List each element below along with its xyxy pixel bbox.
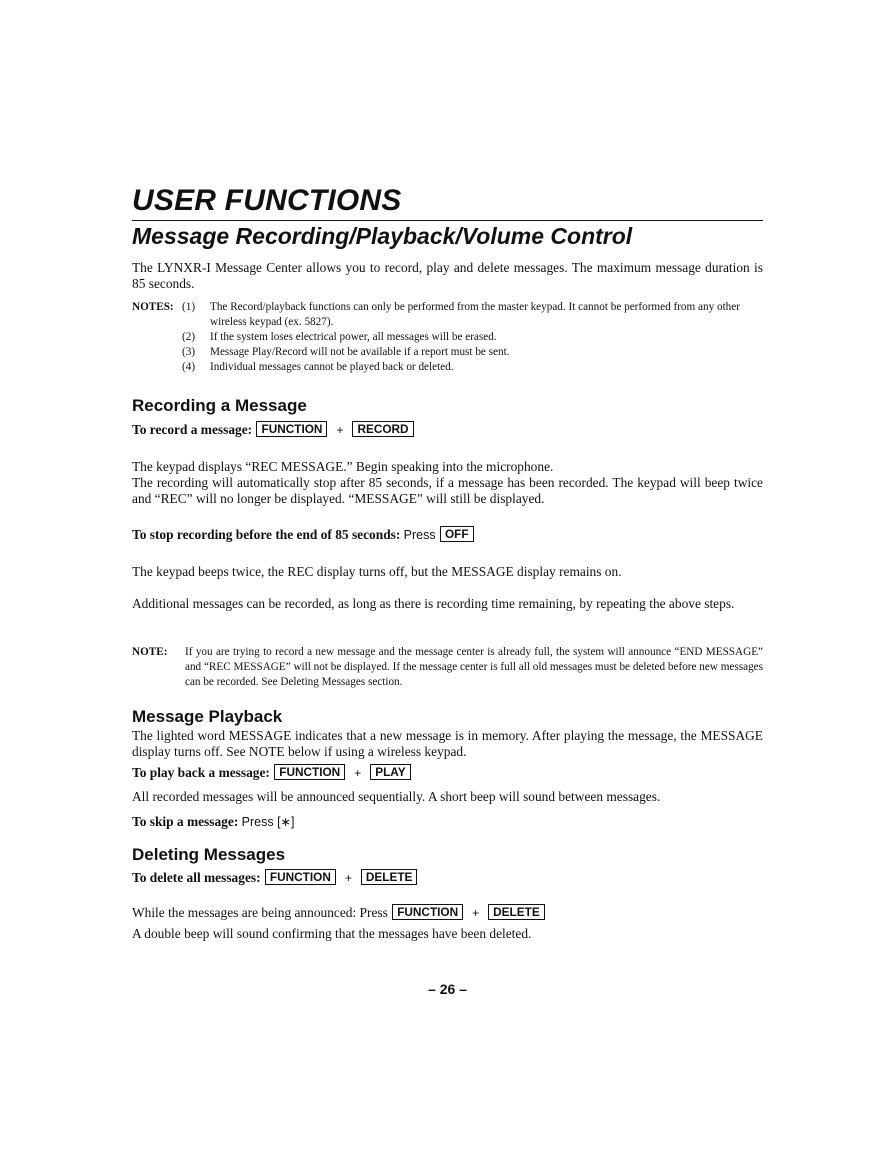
play-key: PLAY	[370, 764, 410, 780]
note-text: Individual messages cannot be played back or deleted.	[210, 361, 454, 373]
note-text: Message Play/Record will not be available if a report must be sent.	[210, 346, 510, 358]
function-key: FUNCTION	[256, 421, 327, 437]
recording-para-1: The keypad displays “REC MESSAGE.” Begin speaking into the microphone.	[132, 459, 554, 474]
notes-list	[132, 300, 763, 375]
note-number: (4)	[182, 361, 196, 373]
delete-key: DELETE	[361, 869, 418, 885]
skip-label: To skip a message:	[132, 814, 239, 829]
delete-label: To delete all messages:	[132, 870, 261, 885]
playback-para-2: All recorded messages will be announced sequentially. A short beep will sound between messages.	[132, 789, 661, 804]
off-key: OFF	[440, 526, 474, 542]
page-title: USER FUNCTIONS	[132, 184, 402, 217]
while-text: While the messages are being announced: Press	[132, 905, 388, 920]
deleting-heading: Deleting Messages	[132, 845, 286, 864]
press-text: Press	[403, 528, 436, 542]
plus-sign: +	[354, 766, 362, 780]
section-title: Message Recording/Playback/Volume Control	[132, 223, 633, 249]
record-key: RECORD	[352, 421, 413, 437]
stop-label: To stop recording before the end of 85 seconds:	[132, 527, 401, 542]
function-key: FUNCTION	[274, 764, 345, 780]
while-instruction	[132, 904, 546, 922]
playback-heading: Message Playback	[132, 707, 283, 726]
skip-instruction	[132, 813, 295, 831]
note-text: If the system loses electrical power, all messages will be erased.	[210, 331, 497, 343]
note-item	[132, 345, 763, 360]
play-label: To play back a message:	[132, 765, 270, 780]
play-instruction	[132, 764, 412, 782]
delete-key: DELETE	[488, 904, 545, 920]
recording-heading: Recording a Message	[132, 396, 307, 415]
plus-sign: +	[472, 906, 480, 920]
note-text: If you are trying to record a new message and the message center is already full, the system will announce “END MESSAGE” and “REC MESSAGE” will not be displayed. If the message center is full all old messages must be deleted before new messages can be recorded. See Deleting Messages section.	[185, 646, 763, 688]
note-item	[132, 330, 763, 345]
title-divider	[132, 220, 763, 221]
skip-press-text: Press [∗]	[241, 815, 295, 829]
plus-sign: +	[344, 871, 352, 885]
note-number: (2)	[182, 331, 196, 343]
note-label: NOTE:	[132, 646, 168, 658]
delete-confirm: A double beep will sound confirming that the messages have been deleted.	[132, 926, 532, 941]
note-number: (3)	[182, 346, 196, 358]
function-key: FUNCTION	[392, 904, 463, 920]
delete-instruction	[132, 869, 418, 887]
note-text: The Record/playback functions can only be performed from the master keypad. It cannot be performed from any other wireless keypad (ex. 5827).	[210, 301, 740, 328]
record-label: To record a message:	[132, 422, 253, 437]
record-instruction	[132, 421, 415, 439]
plus-sign: +	[336, 423, 344, 437]
note-item	[132, 360, 763, 375]
note-number: (1)	[182, 301, 196, 313]
playback-para-1: The lighted word MESSAGE indicates that a new message is in memory. After playing the message, the MESSAGE display turns off. See NOTE below if using a wireless keypad.	[132, 728, 763, 759]
note-item	[132, 300, 763, 330]
intro-paragraph: The LYNXR-I Message Center allows you to record, play and delete messages. The maximum message duration is 85 seconds.	[132, 260, 763, 291]
page-number: – 26 –	[428, 981, 467, 997]
recording-para-4: Additional messages can be recorded, as long as there is recording time remaining, by repeating the above steps.	[132, 596, 735, 611]
recording-note	[132, 645, 763, 690]
function-key: FUNCTION	[265, 869, 336, 885]
stop-instruction	[132, 526, 475, 544]
recording-para-3: The keypad beeps twice, the REC display turns off, but the MESSAGE display remains on.	[132, 564, 622, 579]
notes-label: NOTES:	[132, 301, 174, 313]
recording-para-2: The recording will automatically stop after 85 seconds, if a message has been recorded. The keypad will beep twice and “REC” will no longer be displayed. “MESSAGE” will still be displayed.	[132, 475, 763, 506]
